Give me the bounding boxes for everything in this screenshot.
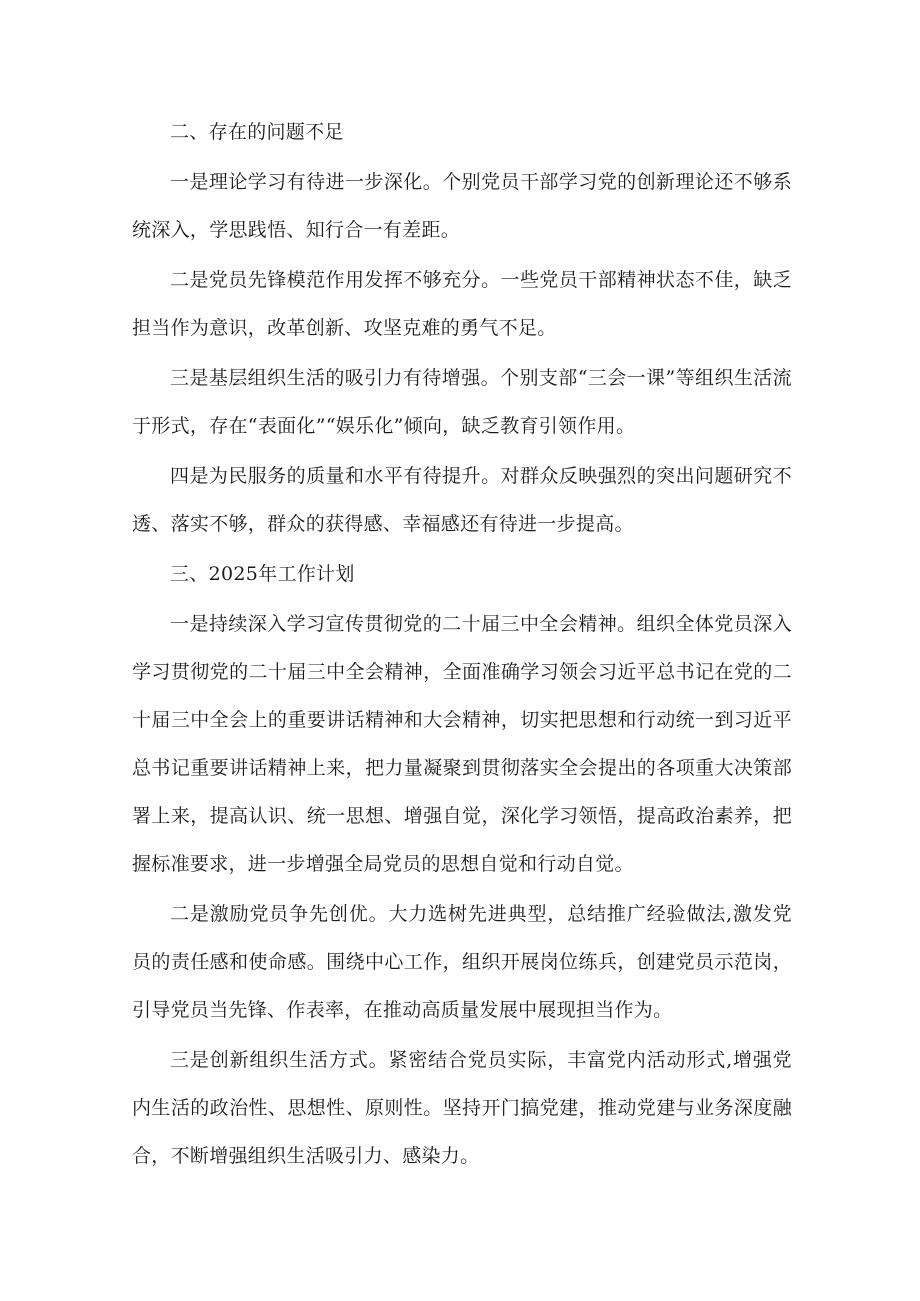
section-three-paragraph-3: 三是创新组织生活方式。紧密结合党员实际，丰富党内活动形式,增强党内生活的政治性、思想性、原则性。坚持开门搞党建，推动党建与业务深度融合，不断增强组织生活吸引力、感染力。 [132,1049,792,1167]
section-two-heading: 二、存在的问题不足 [170,121,344,143]
section-two-paragraph-2: 二是党员先锋模范作用发挥不够充分。一些党员干部精神状态不佳，缺乏担当作为意识，改革创新、攻坚克难的勇气不足。 [132,269,792,339]
section-two-paragraph-1: 一是理论学习有待进一步深化。个别党员干部学习党的创新理论还不够系统深入，学思践悟、知行合一有差距。 [132,171,792,241]
section-two-paragraph-4: 四是为民服务的质量和水平有待提升。对群众反映强烈的突出问题研究不透、落实不够，群众的获得感、幸福感还有待进一步提高。 [132,465,792,535]
section-three-paragraph-2: 二是激励党员争先创优。大力选树先进典型，总结推广经验做法,激发党员的责任感和使命感。围绕中心工作，组织开展岗位练兵，创建党员示范岗，引导党员当先锋、作表率，在推动高质量发展中展现担当作为。 [132,903,792,1021]
document-body [132,108,792,1180]
section-three-paragraph-1: 一是持续深入学习宣传贯彻党的二十届三中全会精神。组织全体党员深入学习贯彻党的二十届三中全会精神，全面准确学习领会习近平总书记在党的二十届三中全会上的重要讲话精神和大会精神，切实把思想和行动统一到习近平总书记重要讲话精神上来，把力量凝聚到贯彻落实全会提出的各项重大决策部署上来，提高认识、统一思想、增强自觉，深化学习领悟，提高政治素养，把握标准要求，进一步增强全局党员的思想自觉和行动自觉。 [132,613,792,875]
section-two-paragraph-3: 三是基层组织生活的吸引力有待增强。个别支部“三会一课”等组织生活流于形式，存在“表面化”“娱乐化”倾向，缺乏教育引领作用。 [132,367,792,437]
section-three-heading: 三、2025年工作计划 [170,563,355,585]
